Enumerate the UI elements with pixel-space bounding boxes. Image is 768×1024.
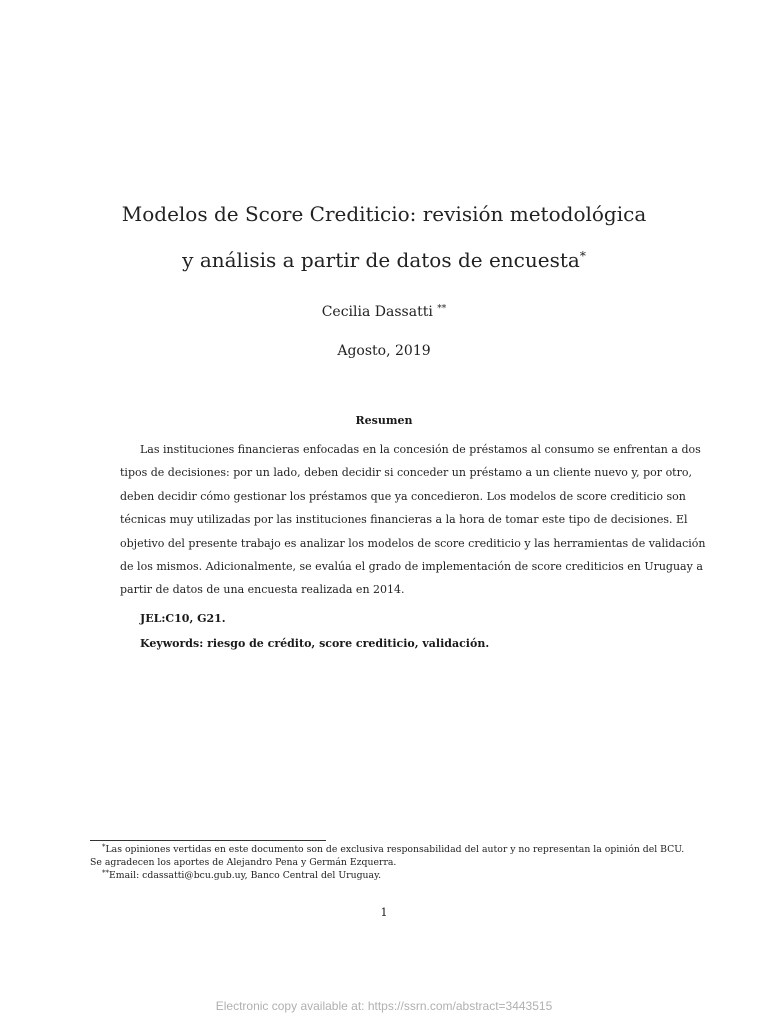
footnotes	[90, 843, 685, 882]
abstract-body	[120, 438, 706, 602]
abstract-line: de los mismos. Adicionalmente, se evalúa el grado de implementación de score crediticios en Uruguay a	[120, 560, 703, 574]
abstract-line: objetivo del presente trabajo es analizar los modelos de score crediticio y las herramientas de validación	[120, 536, 706, 550]
footnote-1-marker: *	[102, 843, 106, 851]
jel-codes: JEL:C10, G21.	[140, 612, 226, 625]
footnote-2	[90, 869, 680, 882]
keywords: Keywords: riesgo de crédito, score crediticio, validación.	[140, 637, 490, 650]
page-number: 1	[380, 906, 388, 919]
author-line	[0, 303, 768, 321]
title-text-2: y análisis a partir de datos de encuesta	[182, 248, 580, 272]
footnote-2-marker: **	[102, 869, 109, 877]
title-footnote-marker: *	[579, 249, 586, 263]
abstract-line: deben decidir cómo gestionar los préstamos que ya concedieron. Los modelos de score crediticio son	[120, 489, 686, 503]
abstract-line: Las instituciones financieras enfocadas en la concesión de préstamos al consumo se enfrentan a dos	[140, 443, 701, 456]
abstract-line: tipos de decisiones: por un lado, deben decidir si conceder un préstamo a un cliente nuevo y, por otro,	[120, 466, 692, 480]
title-text-1: Modelos de Score Crediticio: revisión metodológica	[121, 202, 647, 226]
footnote-1-text: Las opiniones vertidas en este documento son de exclusiva responsabilidad del autor y no representan la opinión del BCU.	[105, 844, 685, 855]
footnote-1-line-1	[90, 843, 685, 856]
abstract-line: técnicas muy utilizadas por las instituciones financieras a la hora de tomar este tipo de decisiones. El	[120, 513, 688, 527]
author-footnote-marker: **	[437, 304, 447, 314]
footnote-1-line-2: Se agradecen los aportes de Alejandro Pena y Germán Ezquerra.	[90, 857, 397, 868]
footnote-2-text: Email: cdassatti@bcu.gub.uy, Banco Central del Uruguay.	[109, 870, 382, 881]
ssrn-notice: Electronic copy available at: https://ssrn.com/abstract=3443515	[215, 999, 553, 1013]
publication-date: Agosto, 2019	[337, 343, 431, 359]
author-name: Cecilia Dassatti	[321, 304, 433, 320]
abstract-line: partir de datos de una encuesta realizada en 2014.	[120, 583, 405, 597]
footnote-divider	[90, 840, 326, 841]
paper-title-line-1	[0, 202, 768, 226]
paper-title-line-2	[0, 248, 768, 272]
abstract-heading: Resumen	[355, 414, 413, 427]
